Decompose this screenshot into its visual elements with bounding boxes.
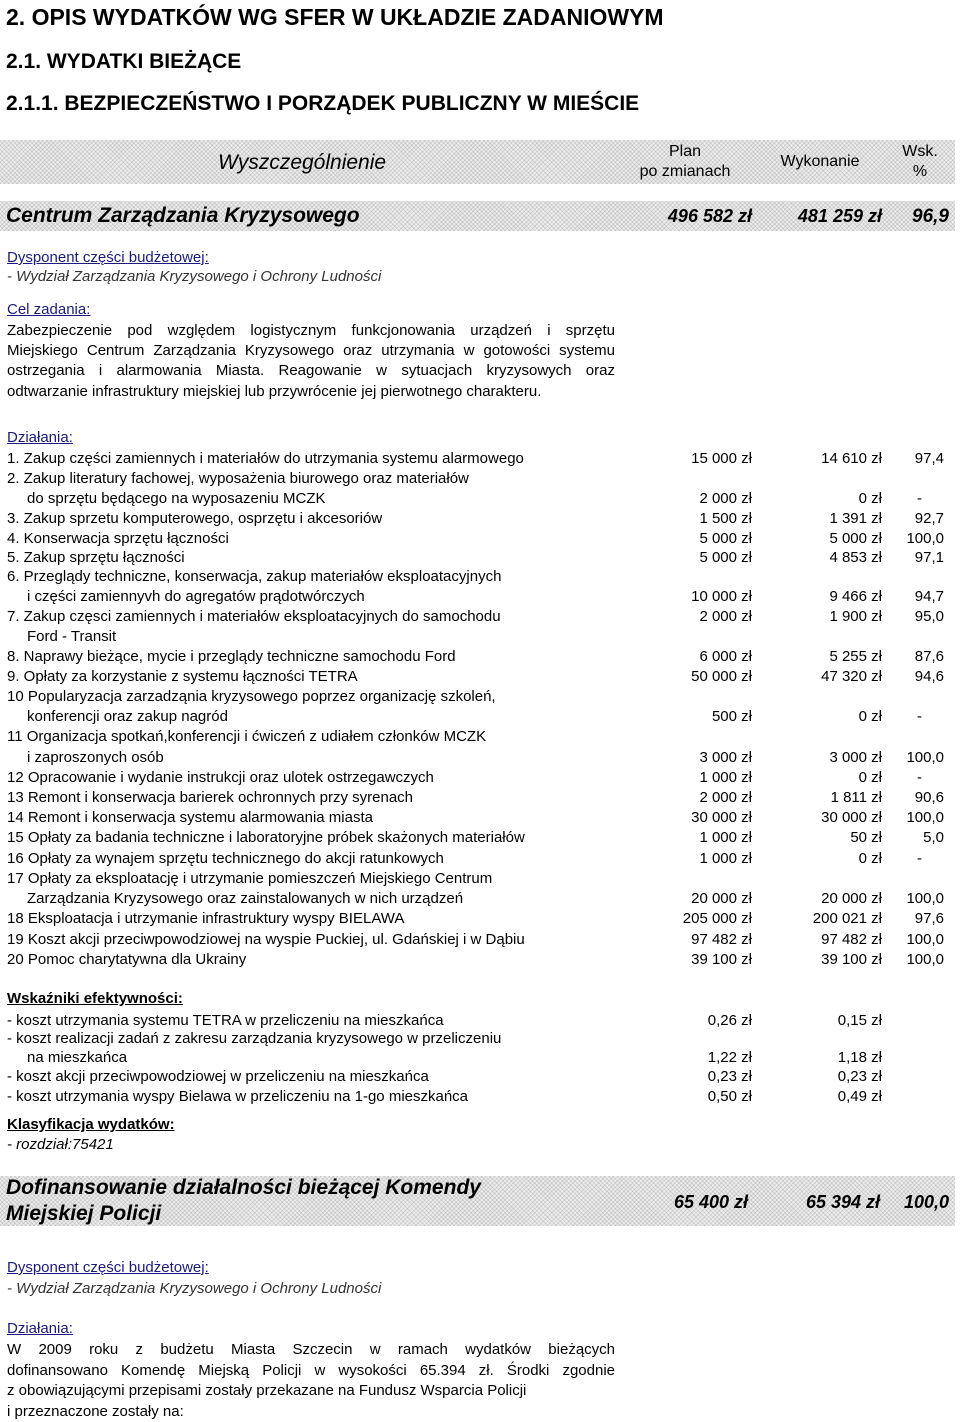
row-plan: 2 000 zł [699, 490, 752, 507]
goal-label: Cel zadania: [7, 301, 91, 318]
row-percent: - [917, 490, 922, 507]
row-description: 3. Zakup sprzetu komputerowego, osprzętu i akcesoriów [7, 510, 383, 527]
row-plan: 97 482 zł [691, 931, 752, 948]
table-row [0, 931, 955, 951]
table-row [0, 708, 955, 728]
row-execution: 0 zł [858, 850, 882, 867]
row-execution: 0 zł [858, 769, 882, 786]
row-plan: 1 000 zł [699, 850, 752, 867]
row-plan: 15 000 zł [691, 450, 752, 467]
heading-level-3: 2.1.1. BEZPIECZEŃSTWO I PORZĄDEK PUBLICZNY W MIEŚCIE [6, 92, 640, 115]
row-percent: 100,0 [906, 931, 944, 948]
section2-disponent-value: - Wydział Zarządzania Kryzysowego i Ochrony Ludności [7, 1280, 382, 1297]
disponent-label: Dysponent części budżetowej: [7, 249, 209, 266]
table-row [0, 1068, 955, 1088]
heading-level-2: 2.1. WYDATKI BIEŻĄCE [6, 50, 242, 73]
row-description: 4. Konserwacja sprzętu łączności [7, 530, 229, 547]
row-execution: 97 482 zł [821, 931, 882, 948]
row-execution: 30 000 zł [821, 809, 882, 826]
row-description: 14 Remont i konserwacja systemu alarmowania miasta [7, 809, 373, 826]
goal-text: Zabezpieczenie pod względem logistycznym funkcjonowania urządzeń i sprzętu Miejskiego Centrum Zarządzania Kryzysowego oraz utrzymania w gotowości systemu ostrzegania i alarmowania Miasta. Reagowanie w sytuacjach kryzysowych oraz odtwarzanie infrastruktury miejskiej lub przywrócenie jej pierwotnego charakteru. [7, 322, 615, 400]
row-percent: 97,4 [914, 450, 944, 467]
row-description-continued: na mieszkańca [27, 1049, 128, 1066]
row-percent: 92,7 [914, 510, 944, 527]
heading-level-1: 2. OPIS WYDATKÓW WG SFER W UKŁADZIE ZADANIOWYM [6, 4, 664, 30]
row-description: 9. Opłaty za korzystanie z systemu łączności TETRA [7, 668, 358, 685]
row-description: 7. Zakup częsci zamiennych i materiałów eksploatacyjnych do samochodu [7, 608, 501, 625]
row-description: - koszt utrzymania wyspy Bielawa w przeliczeniu na 1-go mieszkańca [7, 1088, 469, 1105]
row-percent: 87,6 [914, 648, 944, 665]
table-row [0, 588, 955, 608]
row-plan: 5 000 zł [699, 549, 752, 566]
row-plan: 50 000 zł [691, 668, 752, 685]
row-description: 15 Opłaty za badania techniczne i laboratoryjne próbek skażonych materiałów [7, 829, 525, 846]
row-percent: 90,6 [914, 789, 944, 806]
row-execution: 1,18 zł [837, 1049, 882, 1066]
row-percent: - [917, 850, 922, 867]
row-execution: 4 853 zł [829, 549, 882, 566]
section-plan: 496 582 zł [667, 206, 752, 226]
table-row [0, 648, 955, 668]
section2-title: Dofinansowanie działalności bieżącej Komendy Miejskiej Policji [6, 1176, 481, 1225]
row-percent: 95,0 [914, 608, 944, 625]
section-percent: 96,9 [912, 206, 949, 227]
row-description: 11 Organizacja spotkań,konferencji i ćwiczeń z udiałem członków MCZK [7, 728, 487, 745]
row-execution: 5 255 zł [829, 648, 882, 665]
table-row [0, 728, 955, 748]
indicators-label: Wskaźniki efektywności: [7, 990, 183, 1007]
row-execution: 0,23 zł [837, 1068, 882, 1085]
table-row [0, 608, 955, 628]
row-description: 1. Zakup części zamiennych i materiałów do utrzymania systemu alarmowego [7, 450, 524, 467]
table-row [0, 668, 955, 688]
row-description-continued: Zarządzania Kryzysowego oraz zainstalowanych w nich urządzeń [27, 890, 464, 907]
row-plan: 0,50 zł [707, 1088, 752, 1105]
table-row [0, 1030, 955, 1050]
table-row [0, 1012, 955, 1032]
row-plan: 205 000 zł [682, 910, 752, 927]
row-description: 19 Koszt akcji przeciwpowodziowej na wyspie Puckiej, ul. Gdańskiej i w Dąbiu [7, 931, 525, 948]
row-description: 8. Naprawy bieżące, mycie i przeglądy techniczne samochodu Ford [7, 648, 456, 665]
table-row [0, 910, 955, 930]
table-row [0, 1049, 955, 1069]
actions-label: Działania: [7, 429, 73, 446]
header-plan: Plan po zmianach [639, 143, 731, 180]
table-row [0, 688, 955, 708]
row-execution: 50 zł [850, 829, 882, 846]
classification-label: Klasyfikacja wydatków: [7, 1116, 175, 1133]
table-header [0, 140, 955, 184]
table-row [0, 951, 955, 971]
row-description: 13 Remont i konserwacja barierek ochronnych przy syrenach [7, 789, 414, 806]
row-plan: 2 000 zł [699, 608, 752, 625]
row-percent: 97,1 [914, 549, 944, 566]
row-execution: 1 391 zł [829, 510, 882, 527]
row-percent: 100,0 [906, 809, 944, 826]
row-plan: 10 000 zł [691, 588, 752, 605]
row-plan: 0,26 zł [707, 1012, 752, 1029]
section-header-czk [0, 201, 955, 231]
table-row [0, 510, 955, 530]
table-row [0, 789, 955, 809]
table-row [0, 450, 955, 470]
row-description: 6. Przeglądy techniczne, konserwacja, zakup materiałów eksploatacyjnych [7, 568, 502, 585]
row-percent: 100,0 [906, 890, 944, 907]
row-execution: 0,15 zł [837, 1012, 882, 1029]
row-percent: 100,0 [906, 951, 944, 968]
row-plan: 3 000 zł [699, 749, 752, 766]
table-row [0, 870, 955, 890]
section2-percent: 100,0 [903, 1192, 949, 1212]
table-row [0, 470, 955, 490]
row-plan: 30 000 zł [691, 809, 752, 826]
row-execution: 1 900 zł [829, 608, 882, 625]
row-plan: 1 500 zł [699, 510, 752, 527]
row-execution: 5 000 zł [829, 530, 882, 547]
row-description-continued: i części zamiennyvh do agregatów prądotwórczych [27, 588, 365, 605]
row-plan: 5 000 zł [699, 530, 752, 547]
row-description: 18 Eksploatacja i utrzymanie infrastruktury wyspy BIELAWA [7, 910, 405, 927]
row-description-continued: Ford - Transit [27, 628, 117, 645]
row-description: - koszt utrzymania systemu TETRA w przeliczeniu na mieszkańca [7, 1012, 444, 1029]
disponent-value: - Wydział Zarządzania Kryzysowego i Ochrony Ludności [7, 268, 382, 285]
row-plan: 2 000 zł [699, 789, 752, 806]
row-plan: 1 000 zł [699, 769, 752, 786]
row-execution: 39 100 zł [821, 951, 882, 968]
section-execution: 481 259 zł [797, 206, 882, 226]
row-description: 20 Pomoc charytatywna dla Ukrainy [7, 951, 247, 968]
header-percent: Wsk. % [902, 143, 938, 180]
table-row [0, 628, 955, 648]
row-plan: 0,23 zł [707, 1068, 752, 1085]
table-row [0, 549, 955, 569]
row-description: 2. Zakup literatury fachowej, wyposażenia biurowego oraz materiałów [7, 470, 469, 487]
row-plan: 1 000 zł [699, 829, 752, 846]
table-row [0, 809, 955, 829]
row-execution: 14 610 zł [821, 450, 882, 467]
row-percent: 100,0 [906, 749, 944, 766]
section2-actions-text: W 2009 roku z budżetu Miasta Szczecin w ramach wydatków bieżących dofinansowano Komendę Miejską Policji w wysokości 65.394 zł. Środki zgodnie z obowiązującymi przepisami zostały przekazane na Fundusz Wsparcia Policji i przeznaczone zostały na: [7, 1341, 615, 1420]
table-row [0, 890, 955, 910]
row-description: 17 Opłaty za eksploatację i utrzymanie pomieszczeń Miejskiego Centrum [7, 870, 493, 887]
row-description: - koszt realizacji zadań z zakresu zarządzania kryzysowego w przeliczeniu [7, 1030, 502, 1047]
row-plan: 1,22 zł [707, 1049, 752, 1066]
header-description: Wyszczególnienie [218, 151, 387, 174]
section-header-police [0, 1176, 955, 1226]
row-percent: 94,7 [914, 588, 944, 605]
row-description: 16 Opłaty za wynajem sprzętu technicznego do akcji ratunkowych [7, 850, 444, 867]
row-execution: 0 zł [858, 708, 882, 725]
table-row [0, 829, 955, 849]
table-row [0, 749, 955, 769]
row-execution: 9 466 zł [829, 588, 882, 605]
row-percent: 5,0 [923, 829, 944, 846]
row-description: 5. Zakup sprzętu łączności [7, 549, 185, 566]
classification-value: - rozdział:75421 [7, 1136, 114, 1153]
section2-disponent-label: Dysponent części budżetowej: [7, 1259, 209, 1276]
section2-execution: 65 394 zł [805, 1192, 880, 1212]
row-percent: - [917, 708, 922, 725]
section2-actions-label: Działania: [7, 1320, 73, 1337]
table-row [0, 769, 955, 789]
table-row [0, 850, 955, 870]
row-description: - koszt akcji przeciwpowodziowej w przeliczeniu na mieszkańca [7, 1068, 429, 1085]
row-description-continued: do sprzętu będącego na wyposazeniu MCZK [27, 490, 326, 507]
row-execution: 1 811 zł [830, 789, 882, 806]
row-execution: 20 000 zł [821, 890, 882, 907]
row-plan: 20 000 zł [691, 890, 752, 907]
row-percent: 94,6 [914, 668, 944, 685]
row-plan: 6 000 zł [699, 648, 752, 665]
row-plan: 500 zł [711, 708, 752, 725]
row-execution: 3 000 zł [829, 749, 882, 766]
row-description: 10 Popularyzacja zarzadząnia kryzysowego poprzez organizację szkoleń, [7, 688, 496, 705]
table-row [0, 530, 955, 550]
row-plan: 39 100 zł [691, 951, 752, 968]
row-percent: 100,0 [906, 530, 944, 547]
row-description-continued: i zaproszonych osób [27, 749, 164, 766]
table-row [0, 1088, 955, 1108]
row-execution: 200 021 zł [812, 910, 882, 927]
row-description-continued: konferencji oraz zakup nagród [27, 708, 228, 725]
row-percent: 97,6 [914, 910, 944, 927]
row-percent: - [917, 769, 922, 786]
row-execution: 0 zł [858, 490, 882, 507]
table-row [0, 490, 955, 510]
section-title: Centrum Zarządzania Kryzysowego [6, 204, 360, 227]
header-execution: Wykonanie [780, 153, 860, 170]
row-execution: 0,49 zł [837, 1088, 882, 1105]
section2-plan: 65 400 zł [673, 1192, 748, 1212]
row-execution: 47 320 zł [821, 668, 882, 685]
table-row [0, 568, 955, 588]
row-description: 12 Opracowanie i wydanie instrukcji oraz ulotek ostrzegawczych [7, 769, 434, 786]
